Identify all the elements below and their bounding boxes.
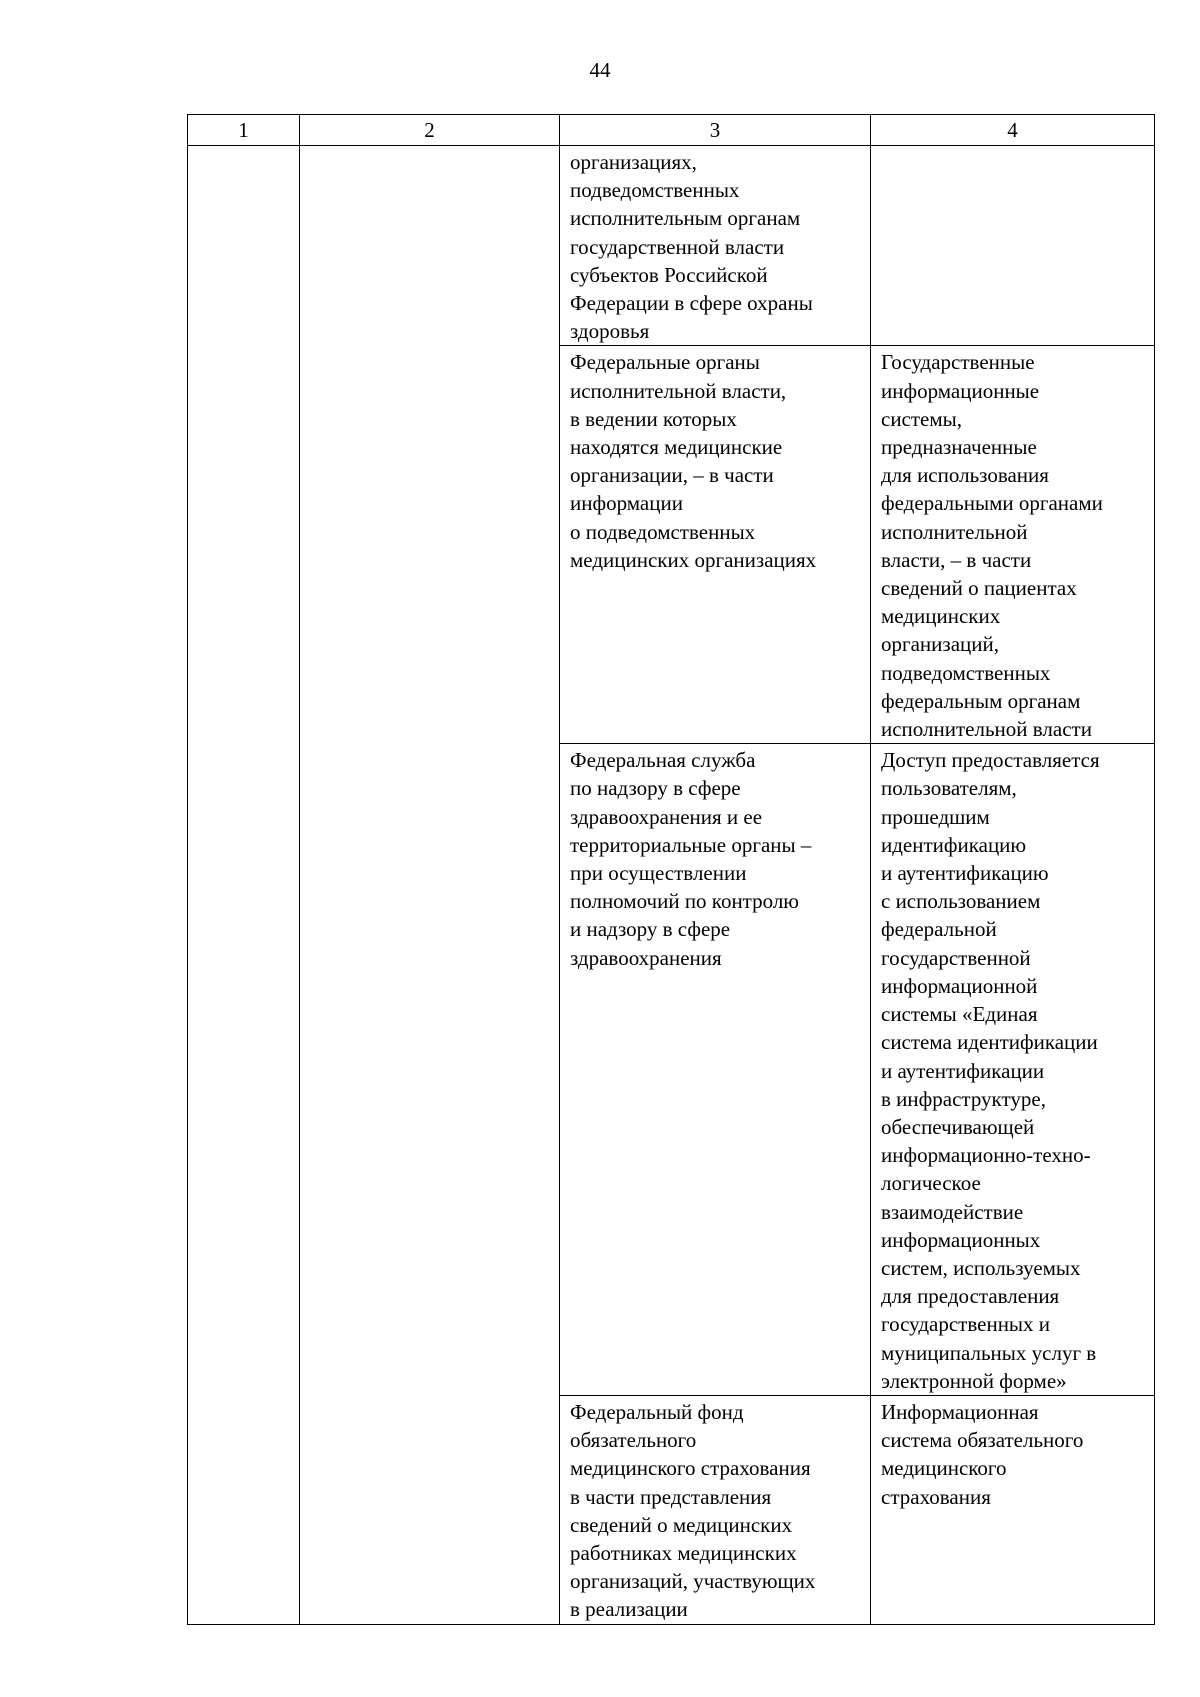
table-row	[188, 146, 1155, 346]
cell-text-line: Федеральные органы	[570, 350, 760, 375]
document-table	[187, 114, 1155, 1625]
cell-text-line: организации, – в части	[570, 463, 774, 488]
cell-text-line: в части представления	[570, 1484, 772, 1509]
cell-text-line: федеральной	[881, 917, 997, 942]
cell-text-line: субъектов Российской	[570, 262, 768, 287]
cell-text-line: Доступ предоставляется	[881, 748, 1100, 773]
cell-text-line: организациях,	[570, 150, 697, 174]
cell-text-line: федеральными органами	[881, 491, 1103, 516]
cell-text-line: система обязательного	[881, 1428, 1084, 1453]
table-cell-col4	[871, 744, 1155, 1396]
cell-text-line: территориальные органы –	[570, 832, 812, 857]
cell-text-line: обеспечивающей	[881, 1114, 1035, 1139]
cell-text-line: информации	[570, 491, 683, 516]
table-cell-col3	[560, 346, 871, 744]
cell-text-line: исполнительной власти	[881, 717, 1092, 742]
cell-text-line: медицинских организациях	[570, 547, 817, 572]
cell-text-line: системы «Единая	[881, 1002, 1038, 1027]
cell-text-line: медицинского	[881, 1456, 1007, 1481]
cell-text-line: работниках медицинских	[570, 1540, 797, 1565]
table-cell-col3	[560, 744, 871, 1396]
cell-text-line: в инфраструктуре,	[881, 1086, 1046, 1111]
cell-text-line: находятся медицинские	[570, 435, 783, 460]
cell-text-line: система идентификации	[881, 1030, 1098, 1055]
cell-text-line: Федеральная служба	[570, 748, 756, 773]
cell-text-line: сведений о медицинских	[570, 1512, 793, 1537]
cell-text-line: информационных	[881, 1227, 1041, 1252]
header-cell-3: 3	[560, 115, 871, 146]
cell-text-line: идентификацию	[881, 832, 1027, 857]
cell-text-line: власти, – в части	[881, 547, 1032, 572]
cell-text-line: полномочий по контролю	[570, 889, 800, 914]
cell-text-line: сведений о пациентах	[881, 576, 1077, 601]
cell-text-line: в реализации	[570, 1597, 688, 1622]
cell-text-line: организаций, участвующих	[570, 1569, 816, 1594]
cell-text-line: здоровья	[570, 319, 650, 344]
cell-text-line: электронной форме»	[881, 1368, 1067, 1393]
cell-text-line: и надзору в сфере	[570, 917, 731, 942]
cell-text-line: и аутентификацию	[881, 861, 1049, 886]
cell-text-line: по надзору в сфере	[570, 776, 741, 801]
cell-text-line: для использования	[881, 463, 1049, 488]
cell-text-line: муниципальных услуг в	[881, 1340, 1097, 1365]
cell-text-line: Государственные	[881, 350, 1035, 375]
cell-text-line: медицинского страхования	[570, 1456, 811, 1481]
cell-text-line: о подведомственных	[570, 519, 756, 544]
table-cell-col2	[300, 146, 560, 1625]
cell-text-line: Федерации в сфере охраны	[570, 291, 813, 316]
cell-text-line: с использованием	[881, 889, 1041, 914]
cell-text-line: для предоставления	[881, 1284, 1060, 1309]
cell-text-line: информационной	[881, 973, 1038, 998]
cell-text-line: государственной власти	[570, 234, 785, 259]
table-cell-col1	[188, 146, 300, 1625]
cell-text-line: исполнительной власти,	[570, 378, 787, 403]
cell-text-line: систем, используемых	[881, 1255, 1081, 1280]
cell-text-line: страхования	[881, 1484, 991, 1509]
cell-text-line: подведомственных	[570, 178, 740, 203]
cell-text-line: системы,	[881, 406, 963, 431]
cell-text-line: здравоохранения	[570, 945, 722, 970]
table-cell-col3	[560, 1395, 871, 1624]
cell-text-line: пользователям,	[881, 776, 1017, 801]
cell-text-line: государственной	[881, 945, 1031, 970]
table-cell-col3	[560, 146, 871, 346]
cell-text-line: предназначенные	[881, 435, 1037, 460]
cell-text-line: Федеральный фонд	[570, 1399, 744, 1424]
header-cell-1: 1	[188, 115, 300, 146]
cell-text-line: в ведении которых	[570, 406, 737, 431]
cell-text-line: подведомственных	[881, 660, 1051, 685]
cell-text-line: и аутентификации	[881, 1058, 1045, 1083]
header-cell-4: 4	[871, 115, 1155, 146]
cell-text-line: исполнительным органам	[570, 206, 801, 231]
cell-text-line: государственных и	[881, 1312, 1051, 1337]
cell-text-line: медицинских	[881, 604, 1001, 629]
cell-text-line: обязательного	[570, 1428, 697, 1453]
table-header-row	[188, 115, 1155, 146]
table-cell-col4	[871, 146, 1155, 346]
table-cell-col4	[871, 1395, 1155, 1624]
cell-text-line: информационные	[881, 378, 1040, 403]
table-cell-col4	[871, 346, 1155, 744]
cell-text-line: взаимодействие	[881, 1199, 1024, 1224]
cell-text-line: логическое	[881, 1171, 981, 1196]
cell-text-line: информационно-техно-	[881, 1143, 1091, 1168]
cell-text-line: Информационная	[881, 1399, 1039, 1424]
cell-text-line: при осуществлении	[570, 861, 747, 886]
cell-text-line: прошедшим	[881, 804, 990, 829]
cell-text-line: исполнительной	[881, 519, 1028, 544]
cell-text-line: федеральным органам	[881, 688, 1081, 713]
page-number: 44	[589, 58, 611, 82]
cell-text-line: здравоохранения и ее	[570, 804, 763, 829]
cell-text-line: организаций,	[881, 632, 999, 657]
header-cell-2: 2	[300, 115, 560, 146]
